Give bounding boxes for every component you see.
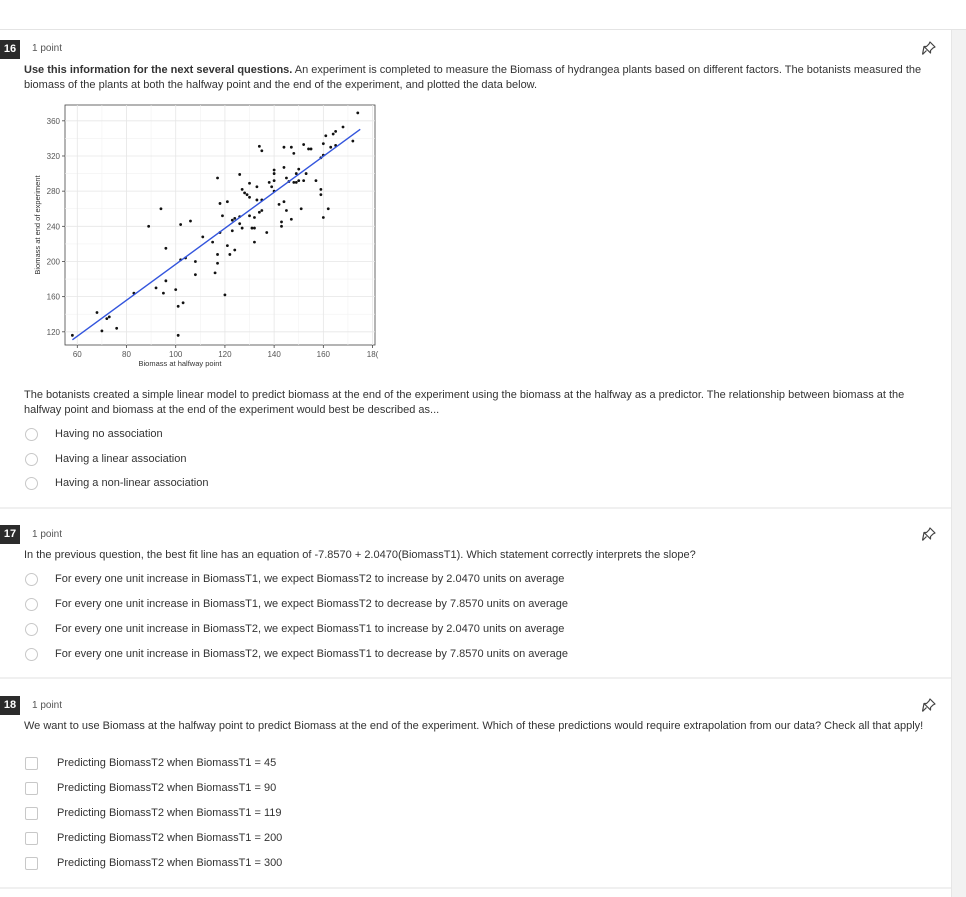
data-point (182, 301, 185, 304)
data-point (216, 253, 219, 256)
data-point (305, 172, 308, 175)
intro-bold: Use this information for the next several questions. (24, 64, 293, 76)
data-point (260, 149, 263, 152)
data-point (297, 168, 300, 171)
data-point (238, 173, 241, 176)
radio-button[interactable] (25, 477, 38, 490)
data-point (101, 330, 104, 333)
radio-button[interactable] (25, 623, 38, 636)
data-point (231, 229, 234, 232)
pin-icon[interactable] (922, 698, 936, 712)
pin-icon[interactable] (922, 41, 936, 55)
data-point (300, 207, 303, 210)
question-18-prompt: We want to use Biomass at the halfway point to predict Biomass at the end of the experiment. Which of these predictions would require extrapolation from our data? Check all that apply! (24, 720, 924, 732)
data-point (241, 188, 244, 191)
radio-button[interactable] (25, 453, 38, 466)
data-point (307, 148, 310, 151)
answer-option[interactable] (24, 424, 163, 444)
y-tick-label: 240 (46, 222, 60, 232)
x-tick-label: 80 (122, 350, 131, 359)
question-18 (0, 679, 951, 887)
data-point (174, 288, 177, 291)
data-point (256, 199, 259, 202)
data-point (334, 130, 337, 133)
data-point (241, 227, 244, 230)
x-tick-label: 100 (169, 350, 183, 359)
data-point (201, 235, 204, 238)
y-tick-label: 280 (46, 187, 60, 197)
data-point (189, 220, 192, 223)
data-point (302, 179, 305, 182)
data-point (214, 272, 217, 275)
data-point (179, 223, 182, 226)
data-point (233, 249, 236, 252)
data-point (292, 152, 295, 155)
question-number: 17 (0, 525, 20, 544)
data-point (243, 192, 246, 195)
data-point (177, 305, 180, 308)
data-point (228, 253, 231, 256)
option-label: Predicting BiomassT2 when BiomassT1 = 300 (57, 857, 283, 869)
question-17 (0, 509, 951, 677)
y-axis-title: Biomass at end of experiment (33, 175, 42, 275)
y-tick-label: 200 (46, 257, 60, 267)
question-points: 1 point (32, 529, 63, 540)
checkbox[interactable] (25, 857, 38, 870)
data-point (283, 200, 286, 203)
data-point (216, 177, 219, 180)
data-point (219, 202, 222, 205)
data-point (283, 166, 286, 169)
data-point (233, 217, 236, 220)
question-points: 1 point (32, 700, 63, 711)
data-point (224, 293, 227, 296)
option-label: Predicting BiomassT2 when BiomassT1 = 200 (57, 832, 283, 844)
data-point (96, 311, 99, 314)
data-point (256, 185, 259, 188)
data-point (155, 286, 158, 289)
data-point (322, 216, 325, 219)
answer-option[interactable] (24, 473, 209, 493)
option-label: Predicting BiomassT2 when BiomassT1 = 90 (57, 782, 277, 794)
checkbox[interactable] (25, 757, 38, 770)
data-point (211, 241, 214, 244)
checkbox[interactable] (25, 807, 38, 820)
question-16-prompt: The botanists created a simple linear model to predict biomass at the end of the experiment using the biomass at the halfway as a predictor. The relationship between biomass at the halfway point and biomass at the end of the experiment would best be described as... (24, 389, 905, 416)
data-point (319, 193, 322, 196)
y-tick-label: 120 (46, 327, 60, 337)
data-point (226, 244, 229, 247)
data-point (71, 334, 74, 337)
data-point (342, 126, 345, 129)
scrollbar-track[interactable] (951, 30, 966, 897)
radio-button[interactable] (25, 648, 38, 661)
data-point (278, 203, 281, 206)
data-point (248, 182, 251, 185)
data-point (356, 112, 359, 115)
data-point (226, 200, 229, 203)
data-point (285, 177, 288, 180)
data-point (115, 327, 118, 330)
question-divider (0, 887, 951, 889)
data-point (253, 227, 256, 230)
answer-option[interactable] (24, 619, 565, 639)
data-point (332, 133, 335, 136)
option-label: Having a linear association (55, 453, 187, 465)
data-point (327, 207, 330, 210)
data-point (280, 225, 283, 228)
option-label: Having a non-linear association (55, 477, 209, 489)
data-point (216, 262, 219, 265)
data-point (319, 188, 322, 191)
option-label: Predicting BiomassT2 when BiomassT1 = 119 (57, 807, 282, 819)
data-point (315, 179, 318, 182)
data-point (268, 181, 271, 184)
data-point (221, 214, 224, 217)
question-points: 1 point (32, 43, 63, 54)
data-point (295, 181, 298, 184)
data-point (310, 148, 313, 151)
data-point (290, 218, 293, 221)
data-point (285, 209, 288, 212)
radio-button[interactable] (25, 598, 38, 611)
data-point (273, 169, 276, 172)
answer-option[interactable] (24, 449, 187, 469)
answer-option[interactable] (24, 828, 283, 848)
data-point (246, 193, 249, 196)
data-point (164, 279, 167, 282)
option-label: Predicting BiomassT2 when BiomassT1 = 45 (57, 757, 277, 769)
data-point (248, 214, 251, 217)
checkbox[interactable] (25, 832, 38, 845)
question-17-prompt: In the previous question, the best fit line has an equation of -7.8570 + 2.0470(BiomassT1). Which statement correctly interprets the slope? (24, 549, 696, 561)
answer-option[interactable] (24, 803, 282, 823)
data-point (297, 179, 300, 182)
data-point (280, 221, 283, 224)
y-tick-label: 360 (46, 116, 60, 126)
radio-button[interactable] (25, 428, 38, 441)
radio-button[interactable] (25, 573, 38, 586)
data-point (270, 185, 273, 188)
question-intro (24, 63, 939, 93)
data-point (194, 273, 197, 276)
data-point (147, 225, 150, 228)
option-label: Having no association (55, 428, 163, 440)
y-tick-label: 320 (46, 151, 60, 161)
x-axis-title: Biomass at halfway point (138, 359, 222, 368)
data-point (258, 145, 261, 148)
data-point (162, 292, 165, 295)
data-point (177, 334, 180, 337)
pin-icon[interactable] (922, 527, 936, 541)
data-point (164, 247, 167, 250)
answer-option[interactable] (24, 569, 565, 589)
data-point (322, 142, 325, 145)
x-tick-label: 160 (316, 350, 331, 359)
data-point (248, 196, 251, 199)
question-number: 16 (0, 40, 20, 59)
option-label: For every one unit increase in BiomassT2, we expect BiomassT1 to decrease by 7.8570 units on average (55, 648, 568, 660)
top-bar (0, 0, 966, 30)
data-point (283, 146, 286, 149)
option-label: For every one unit increase in BiomassT1, we expect BiomassT2 to increase by 2.0470 units on average (55, 573, 565, 585)
data-point (105, 317, 108, 320)
answer-option[interactable] (24, 644, 568, 664)
x-tick-label: 120 (218, 350, 232, 359)
data-point (231, 219, 234, 222)
option-label: For every one unit increase in BiomassT2, we expect BiomassT1 to increase by 2.0470 units on average (55, 623, 565, 635)
scatter-chart (30, 100, 386, 372)
data-point (194, 260, 197, 263)
checkbox[interactable] (25, 782, 38, 795)
data-point (253, 216, 256, 219)
data-point (260, 209, 263, 212)
data-point (251, 227, 254, 230)
answer-option[interactable] (24, 594, 568, 614)
data-point (324, 134, 327, 137)
data-point (258, 211, 261, 214)
question-number: 18 (0, 696, 20, 715)
data-point (351, 140, 354, 143)
data-point (292, 181, 295, 184)
answer-option[interactable] (24, 853, 283, 873)
x-tick-label: 140 (267, 350, 281, 359)
data-point (273, 172, 276, 175)
data-point (290, 146, 293, 149)
intro-text: An experiment is completed to measure the Biomass of hydrangea plants based on different factors. The botanists measured the biomass of the plants at both the halfway point and the end of the experiment, and plotted the data below. (24, 64, 922, 91)
x-tick-label: 60 (72, 350, 82, 359)
data-point (238, 222, 241, 225)
option-label: For every one unit increase in BiomassT1, we expect BiomassT2 to decrease by 7.8570 units on average (55, 598, 568, 610)
data-point (302, 143, 305, 146)
data-point (265, 231, 268, 234)
data-point (253, 241, 256, 244)
plot-panel (65, 105, 375, 345)
answer-option[interactable] (24, 778, 277, 798)
data-point (273, 179, 276, 182)
data-point (329, 146, 332, 149)
data-point (160, 207, 163, 210)
x-tick-label: 18( (366, 350, 379, 359)
y-tick-label: 160 (46, 292, 60, 302)
data-point (108, 315, 111, 318)
answer-option[interactable] (24, 753, 277, 773)
